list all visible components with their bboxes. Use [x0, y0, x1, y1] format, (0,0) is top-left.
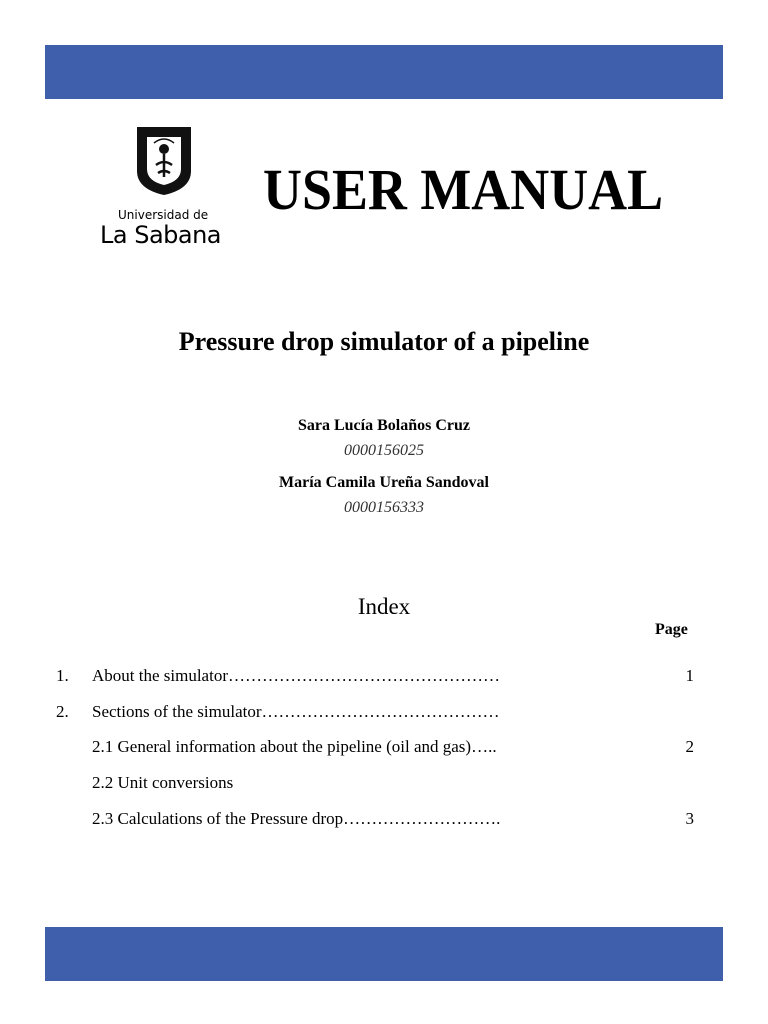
document-title: USER MANUAL [263, 157, 664, 222]
index-item [0, 702, 768, 726]
index-item-text: About the simulator………………………………………… [92, 666, 500, 685]
index-item-number: 1. [56, 666, 69, 685]
index-page-header: Page [655, 621, 688, 638]
index-item-text: 2.2 Unit conversions [92, 773, 234, 792]
logo-text-line1: Universidad de [118, 208, 209, 222]
index-title: Index [357, 594, 411, 619]
author-1-id: 0000156025 [344, 442, 424, 459]
author-1-name: Sara Lucía Bolaños Cruz [297, 417, 470, 434]
index-item [0, 666, 768, 690]
author-2-id: 0000156333 [344, 499, 424, 516]
index-item [0, 773, 768, 797]
index-item-text: 2.1 General information about the pipeline (oil and gas)….. [92, 737, 497, 756]
author-2-name: María Camila Ureña Sandoval [279, 474, 489, 491]
index-item-text: Sections of the simulator…………………………………… [92, 702, 500, 721]
university-logo [100, 125, 228, 250]
logo-text-line2: La Sabana [100, 221, 222, 249]
document-subtitle: Pressure drop simulator of a pipeline [178, 327, 590, 356]
university-seal-icon [134, 125, 194, 197]
index-item-number: 2. [56, 702, 69, 721]
index-item-text: 2.3 Calculations of the Pressure drop………………………. [92, 809, 501, 828]
index-item-page: 2 [685, 737, 694, 756]
footer-band [45, 927, 723, 981]
header-band [45, 45, 723, 99]
index-item [0, 809, 768, 833]
index-item-page: 1 [685, 666, 694, 685]
index-item [0, 737, 768, 761]
index-item-page: 3 [685, 809, 694, 828]
